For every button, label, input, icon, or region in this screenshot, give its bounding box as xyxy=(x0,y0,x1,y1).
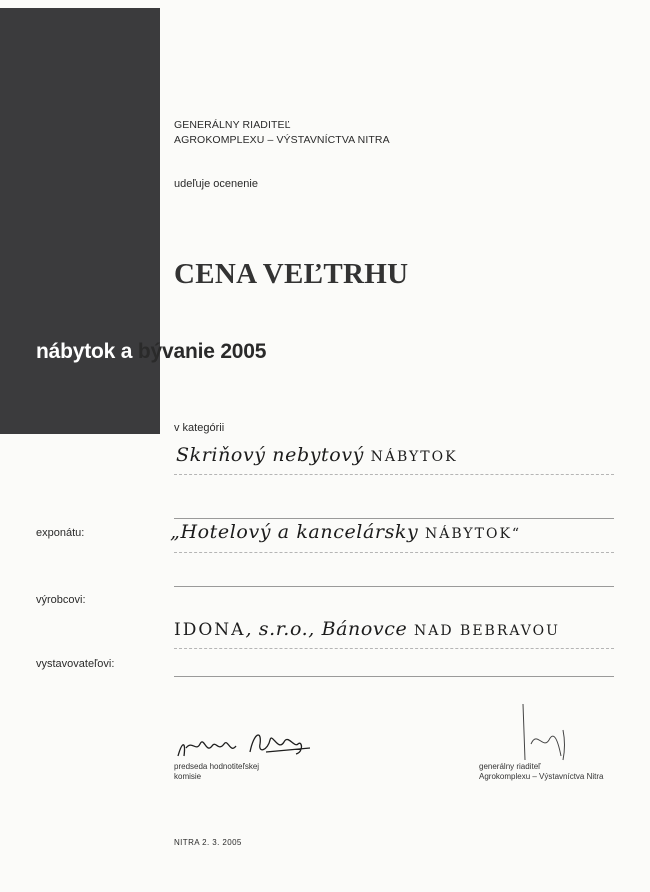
producer-value-caps-2: NAD BEBRAVOU xyxy=(414,623,560,639)
signature-right-caption-line-2: Agrokomplexu – Výstavníctva Nitra xyxy=(479,772,604,781)
exhibitor-rule xyxy=(174,676,614,677)
exhibit-value-script: „Hotelový a kancelársky xyxy=(170,521,419,543)
fair-name xyxy=(36,340,266,364)
producer-rule-top xyxy=(174,586,614,587)
exhibit-label: exponátu: xyxy=(36,527,85,539)
signature-left-caption-line-1: predseda hodnotiteľskej xyxy=(174,762,260,771)
issuer-line-1: GENERÁLNY RIADITEĽ xyxy=(174,119,291,131)
dark-side-block xyxy=(0,8,160,434)
signature-right-caption-line-1: generálny riaditeľ xyxy=(479,762,541,771)
producer-value-caps: IDONA xyxy=(174,620,246,640)
exhibit-rule-bottom xyxy=(174,552,614,553)
signature-right xyxy=(505,700,585,764)
producer-value-script: , s.r.o., Bánovce xyxy=(245,618,408,640)
fair-name-part-1: nábytok a xyxy=(36,340,133,363)
certificate-title: CENA VEĽTRHU xyxy=(174,258,409,290)
place-date: NITRA 2. 3. 2005 xyxy=(174,838,242,847)
issuer-heading xyxy=(174,118,390,148)
category-label: v kategórii xyxy=(174,422,225,434)
fair-name-part-2: bývanie 2005 xyxy=(137,340,267,363)
signature-left xyxy=(170,722,320,766)
producer-value xyxy=(174,618,560,640)
category-value-script: Skriňový nebytový xyxy=(176,444,364,466)
category-value xyxy=(176,444,458,466)
exhibit-value-caps: NÁBYTOK“ xyxy=(425,526,522,542)
producer-rule-bottom xyxy=(174,648,614,649)
category-rule xyxy=(174,474,614,475)
exhibitor-label: vystavovateľovi: xyxy=(36,658,115,670)
signature-left-caption xyxy=(174,762,259,782)
signature-left-caption-line-2: komisie xyxy=(174,772,202,781)
exhibit-value xyxy=(170,521,521,543)
issuer-line-2: AGROKOMPLEXU – VÝSTAVNÍCTVA NITRA xyxy=(174,134,390,146)
producer-label: výrobcovi: xyxy=(36,594,86,606)
signature-right-caption xyxy=(479,762,604,782)
category-value-caps: NÁBYTOK xyxy=(370,449,458,465)
exhibit-rule-top xyxy=(174,518,614,519)
awards-text: udeľuje ocenenie xyxy=(174,178,258,190)
